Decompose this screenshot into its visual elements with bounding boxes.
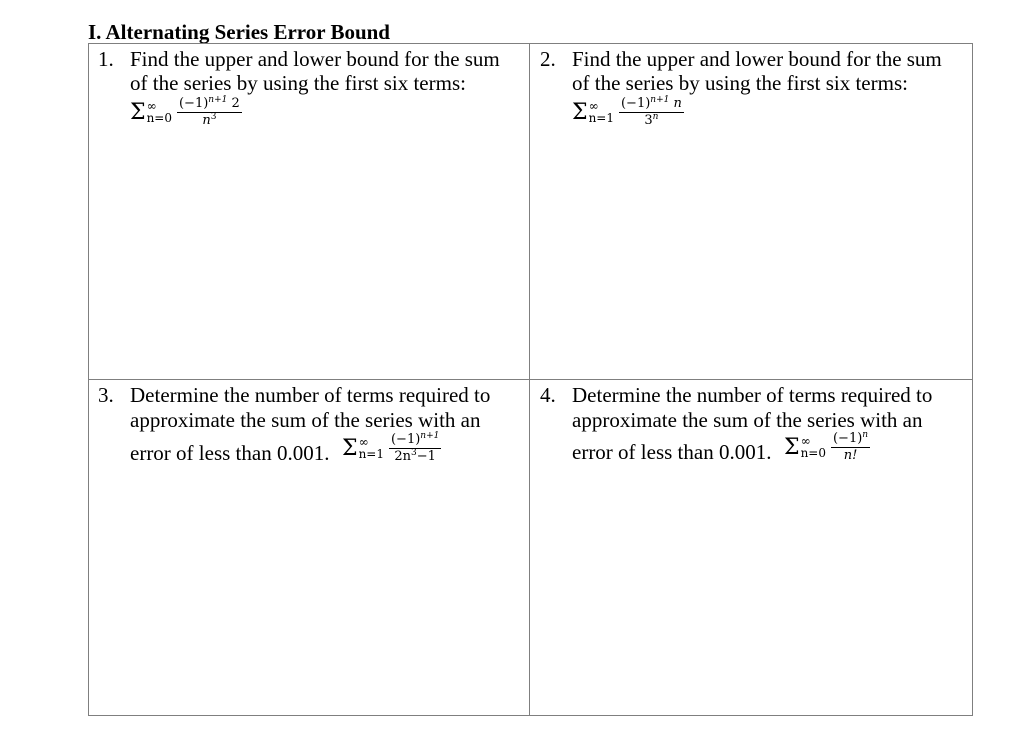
fraction-denominator: $2n^3-1$ xyxy=(394,448,436,464)
problem-text-line: Find the upper and lower bound for the sum xyxy=(572,47,942,71)
fraction-denominator: n! xyxy=(843,448,858,463)
sigma-symbol: Σ xyxy=(130,99,146,125)
fraction-numerator: $(-1)^{n+1}$ xyxy=(390,431,440,447)
problem-number: 2. xyxy=(540,47,556,71)
series-upper-limit: ∞ xyxy=(800,433,811,448)
problem-text-line: Determine the number of terms required to xyxy=(572,383,933,407)
series-expression xyxy=(784,432,870,463)
series-upper-limit: ∞ xyxy=(146,98,157,113)
series-fraction xyxy=(177,97,242,128)
problem-text-line: Find the upper and lower bound for the sum xyxy=(130,47,500,71)
sigma-symbol: Σ xyxy=(572,99,588,125)
series-lower-limit: n=0 xyxy=(146,110,172,125)
series-lower-limit: n=1 xyxy=(588,110,614,125)
sigma-symbol: Σ xyxy=(342,435,358,461)
series-expression xyxy=(572,97,684,128)
series-upper-limit: ∞ xyxy=(358,434,369,449)
problem-number: 4. xyxy=(540,383,556,407)
problem-text-line: approximate the sum of the series with an xyxy=(130,408,481,432)
grid-horizontal-divider xyxy=(88,379,973,380)
problem-text-line: of the series by using the first six terms: xyxy=(572,71,908,95)
series-fraction xyxy=(389,433,441,464)
problem-text-line: error of less than 0.001. xyxy=(572,440,772,464)
problem-text-line: of the series by using the first six terms: xyxy=(130,71,466,95)
problem-number: 3. xyxy=(98,383,114,407)
section-title: I. Alternating Series Error Bound xyxy=(88,20,390,44)
series-upper-limit: ∞ xyxy=(588,98,599,113)
series-fraction xyxy=(619,97,684,128)
problem-text-line: Determine the number of terms required to xyxy=(130,383,491,407)
series-expression xyxy=(342,433,441,464)
fraction-denominator: $n^3$ xyxy=(202,112,217,128)
sigma-symbol: Σ xyxy=(784,434,800,460)
fraction-denominator: 3$^n$ xyxy=(644,112,659,128)
series-lower-limit: n=1 xyxy=(358,446,384,461)
problem-text-line: approximate the sum of the series with an xyxy=(572,408,923,432)
series-fraction xyxy=(831,432,870,463)
series-expression xyxy=(130,97,242,128)
problem-text-line: error of less than 0.001. xyxy=(130,441,330,465)
series-lower-limit: n=0 xyxy=(800,445,826,460)
problem-number: 1. xyxy=(98,47,114,71)
fraction-numerator: $(-1)^{n+1}$ 2 xyxy=(178,95,240,111)
fraction-numerator: $(-1)^{n+1}$ n xyxy=(620,95,682,111)
fraction-numerator: $(-1)^n$ xyxy=(832,430,869,446)
